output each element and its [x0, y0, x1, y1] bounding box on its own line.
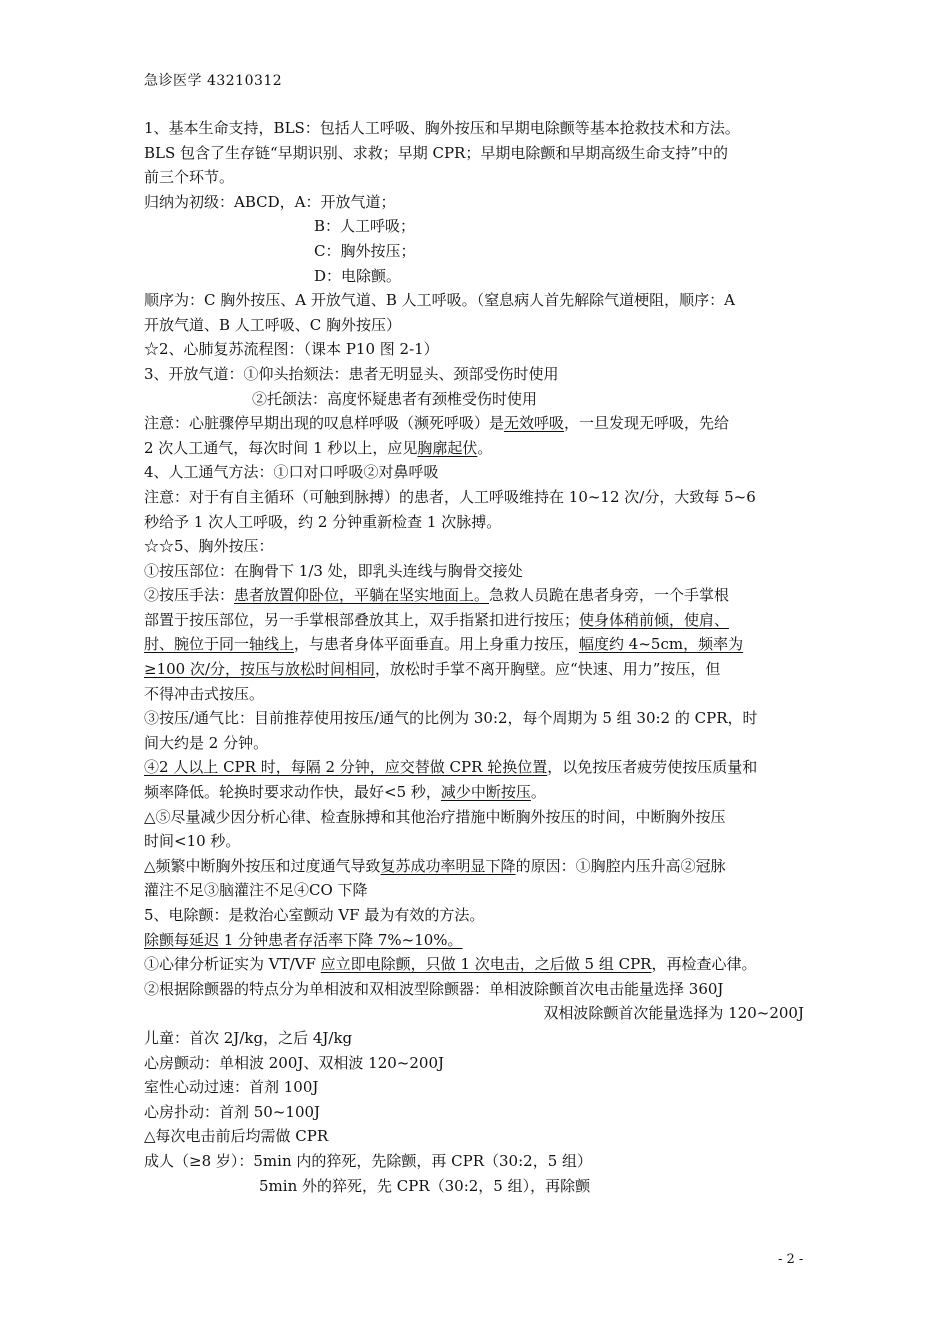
- page-number: - 2 -: [778, 1252, 804, 1267]
- underlined-text: 复苏成功率明显下降: [380, 856, 516, 875]
- text-line: 前三个环节。: [144, 168, 235, 187]
- underlined-text: 幅度约 4~5cm，频率为: [579, 635, 744, 654]
- text-line: [144, 608, 804, 633]
- text-span: ②按压手法：: [144, 586, 235, 605]
- text-line: ☆☆5、胸外按压：: [144, 537, 274, 556]
- text-span: 部置于按压部位，另一手掌根部叠放其上，双手指紧扣进行按压；: [144, 610, 580, 629]
- text-line: [144, 632, 804, 657]
- text-span: △频繁中断胸外按压和过度通气导致: [144, 856, 381, 875]
- underlined-text: ≥100 次/分，按压与放松时间相同: [144, 660, 376, 679]
- document-body: [144, 116, 804, 1198]
- text-line: [144, 952, 804, 977]
- text-line: [144, 411, 804, 436]
- text-line: [144, 583, 804, 608]
- text-span: 急救人员跪在患者身旁，一个手掌根: [489, 586, 730, 605]
- text-line: 不得冲击式按压。: [144, 684, 265, 703]
- text-line: C：胸外按压；: [314, 241, 416, 260]
- text-span: 的原因：①胸腔内压升高②冠脉: [515, 856, 726, 875]
- text-line: 儿童：首次 2J/kg，之后 4J/kg: [144, 1028, 353, 1047]
- text-line: ②根据除颤器的特点分为单相波和双相波型除颤器：单相波除颤首次电击能量选择 360J: [144, 979, 724, 998]
- text-span: 。: [477, 438, 493, 457]
- text-line: ③按压/通气比：目前推荐使用按压/通气的比例为 30:2，每个周期为 5 组 30:2 的 CPR，时: [144, 709, 758, 728]
- text-line: 1、基本生命支持，BLS：包括人工呼吸、胸外按压和早期电除颤等基本抢救技术和方法。: [144, 119, 740, 137]
- text-line: [144, 854, 804, 879]
- text-line: [144, 436, 804, 461]
- text-line: ☆2、心肺复苏流程图：（课本 P10 图 2-1）: [144, 340, 439, 359]
- text-span: ①心律分析证实为 VT/VF: [144, 955, 321, 974]
- underlined-text: 无效呼吸: [504, 414, 565, 433]
- text-line: [144, 928, 804, 953]
- text-line: 5min 外的猝死，先 CPR（30:2，5 组），再除颤: [259, 1176, 591, 1195]
- underlined-text: 肘、腕位于同一轴线上: [144, 635, 295, 654]
- text-line: 时间<10 秒。: [144, 832, 241, 851]
- text-line: 3、开放气道：①仰头抬颏法：患者无明显头、颈部受伤时使用: [144, 364, 559, 383]
- underlined-text: 使身体稍前倾，使肩、: [579, 610, 730, 629]
- text-line: 5、电除颤：是救治心室颤动 VF 最为有效的方法。: [144, 906, 485, 924]
- text-line: 成人（≥8 岁）：5min 内的猝死，先除颤，再 CPR（30:2，5 组）: [144, 1151, 593, 1170]
- underlined-text: 应立即电除颤，只做 1 次电击，之后做 5 组 CPR: [320, 955, 652, 974]
- text-line: △每次电击前后均需做 CPR: [144, 1127, 329, 1146]
- text-line: 灌注不足③脑灌注不足④CO 下降: [144, 881, 368, 900]
- text-line: [144, 755, 804, 780]
- text-line: ②托颌法：高度怀疑患者有颈椎受伤时使用: [252, 389, 538, 408]
- text-line: 归纳为初级：ABCD，A：开放气道；: [144, 192, 396, 211]
- text-line: [144, 657, 804, 682]
- text-line: 双相波除颤首次能量选择为 120~200J: [543, 1004, 804, 1023]
- text-line: ①按压部位：在胸骨下 1/3 处，即乳头连线与胸骨交接处: [144, 561, 523, 580]
- text-span: ，以免按压者疲劳使按压质量和: [547, 758, 758, 777]
- text-line: 间大约是 2 分钟。: [144, 733, 269, 752]
- text-line: B：人工呼吸；: [314, 217, 416, 236]
- text-span: ，一旦发现无呼吸，先给: [564, 414, 730, 433]
- text-span: ，放松时手掌不离开胸壁。应“快速、用力”按压，但: [375, 660, 721, 679]
- text-line: 开放气道、B 人工呼吸、C 胸外按压）: [144, 315, 402, 334]
- text-span: ，再检查心律。: [651, 955, 757, 974]
- text-line: BLS 包含了生存链“早期识别、求救；早期 CPR；早期电除颤和早期高级生命支持”中的: [144, 143, 729, 162]
- text-span: 注意：心脏骤停早期出现的叹息样呼吸（濒死呼吸）是: [144, 414, 505, 433]
- underlined-text: 减少中断按压: [440, 783, 531, 802]
- underlined-text: ④2 人以上 CPR 时，每隔 2 分钟，应交替做 CPR 轮换位置: [144, 758, 548, 777]
- text-line: 顺序为：C 胸外按压、A 开放气道、B 人工呼吸。（窒息病人首先解除气道梗阻，顺序：A: [144, 291, 735, 310]
- text-line: 注意：对于有自主循环（可触到脉搏）的患者，人工呼吸维持在 10~12 次/分，大致每 5~6: [144, 487, 756, 506]
- underlined-text: 除颤每延迟 1 分钟患者存活率下降 7%~10%。: [144, 930, 463, 949]
- text-line: D：电除颤。: [314, 266, 402, 285]
- page-header: 急诊医学 43210312: [144, 73, 283, 89]
- text-span: 2 次人工通气，每次时间 1 秒以上，应见: [144, 438, 418, 457]
- text-line: 室性心动过速：首剂 100J: [144, 1078, 319, 1097]
- text-span: ，与患者身体平面垂直。用上身重力按压，: [294, 635, 580, 654]
- underlined-text: 胸廓起伏: [417, 438, 478, 457]
- text-line: 4、人工通气方法：①口对口呼吸②对鼻呼吸: [144, 463, 439, 482]
- text-line: 心房颤动：单相波 200J、双相波 120~200J: [144, 1053, 445, 1072]
- text-line: 心房扑动：首剂 50~100J: [144, 1102, 321, 1121]
- text-line: △⑤尽量减少因分析心律、检查脉搏和其他治疗措施中断胸外按压的时间，中断胸外按压: [144, 807, 726, 826]
- text-line: 秒给予 1 次人工呼吸，约 2 分钟重新检查 1 次脉搏。: [144, 512, 502, 531]
- text-line: [144, 780, 804, 805]
- text-span: 频率降低。轮换时要求动作快，最好<5 秒，: [144, 783, 441, 802]
- text-span: 。: [530, 783, 546, 802]
- underlined-text: 患者放置仰卧位，平躺在坚实地面上。: [234, 586, 490, 605]
